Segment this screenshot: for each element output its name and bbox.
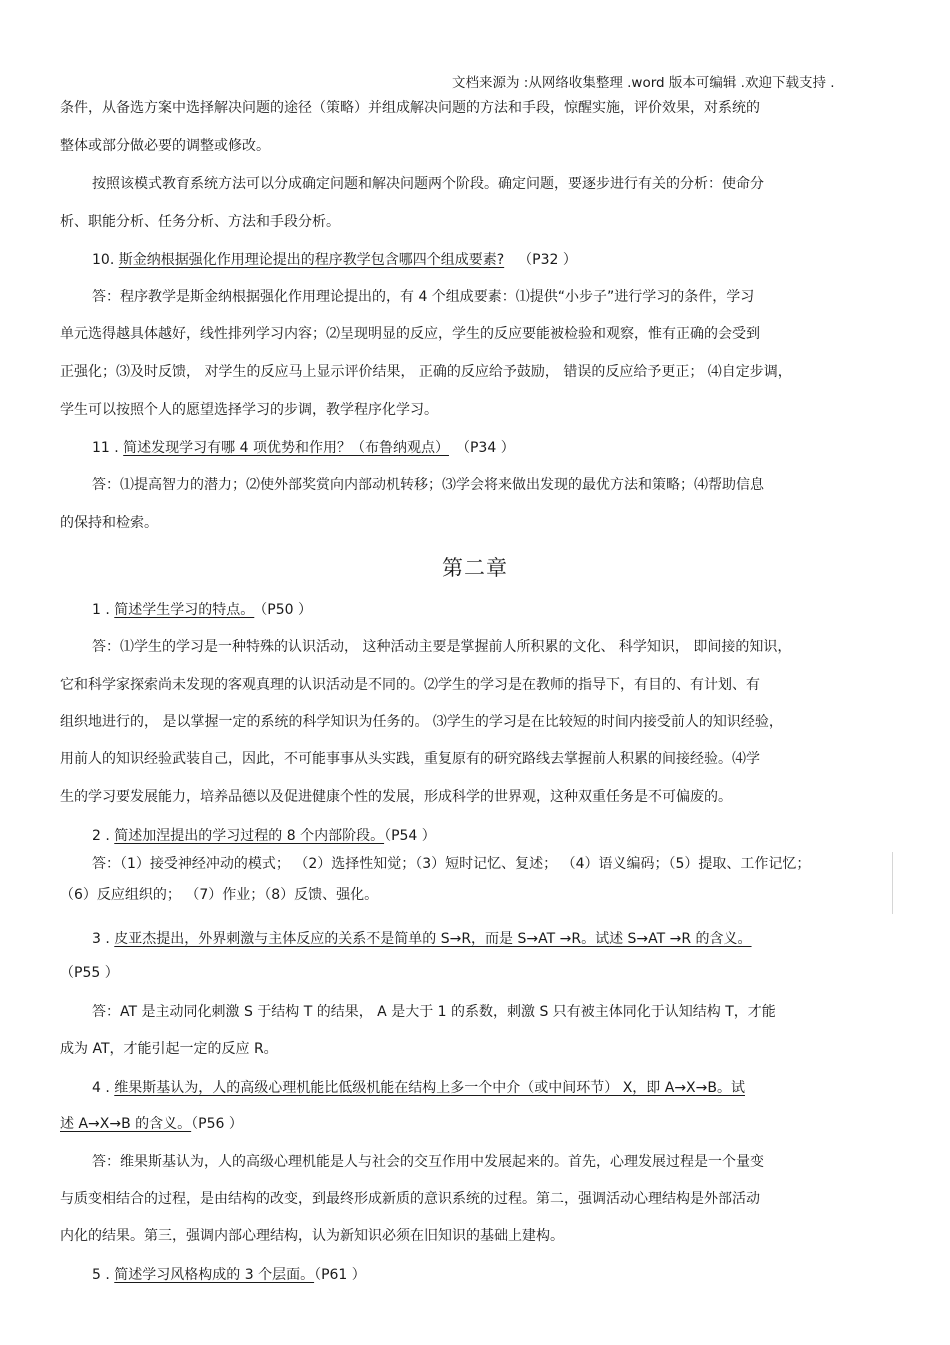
question-text: 维果斯基认为，人的高级心理机能比低级机能在结构上多一个中介（或中间环节） X，即 A→X→B。试 xyxy=(114,1080,745,1096)
question-c2-4 xyxy=(92,1079,745,1097)
answer-line: 答：⑴学生的学习是一种特殊的认识活动， 这种活动主要是掌握前人所积累的文化、 科学知识， 即间接的知识， xyxy=(92,639,792,655)
answer-line: 正强化；⑶及时反馈， 对学生的反应马上显示评价结果， 正确的反应给予鼓励， 错误的反应给予更正； ⑷自定步调， xyxy=(60,364,792,380)
question-number: 4 . xyxy=(92,1080,115,1096)
question-page: （P54 ） xyxy=(384,828,436,844)
question-text: 斯金纳根据强化作用理论提出的程序教学包含哪四个组成要素? xyxy=(118,252,505,268)
question-number: 10. xyxy=(92,252,119,268)
question-text: 简述学习风格构成的 3 个层面。 xyxy=(114,1267,315,1283)
answer-line: 答：程序教学是斯金纳根据强化作用理论提出的，有 4 个组成要素：⑴提供“小步子”进行学习的条件，学习 xyxy=(92,289,755,305)
question-page: （P50 ） xyxy=(260,602,312,618)
question-c2-1 xyxy=(92,601,312,619)
page-header: 文档来源为 :从网络收集整理 .word 版本可编辑 .欢迎下载支持 . xyxy=(452,75,835,91)
question-text: 简述学生学习的特点。 xyxy=(114,602,255,618)
question-c2-5 xyxy=(92,1266,366,1284)
paragraph-line: 按照该模式教育系统方法可以分成确定问题和解决问题两个阶段。确定问题，要逐步进行有关的分析：使命分 xyxy=(92,176,764,192)
question-text: 皮亚杰提出，外界刺激与主体反应的关系不是简单的 S→R，而是 S→AT →R。试述 S→AT →R 的含义。 xyxy=(114,931,752,947)
question-page: （P56 ） xyxy=(191,1116,243,1132)
question-11 xyxy=(92,439,515,457)
question-text: 述 A→X→B 的含义。 xyxy=(60,1116,192,1132)
question-number: 1 . xyxy=(92,602,115,618)
question-text: 简述发现学习有哪 4 项优势和作用？（布鲁纳观点） xyxy=(123,440,449,456)
answer-line: 与质变相结合的过程，是由结构的改变，到最终形成新质的意识系统的过程。第二，强调活动心理结构是外部活动 xyxy=(60,1191,760,1207)
answer-line: 答：⑴提高智力的潜力；⑵使外部奖赏向内部动机转移；⑶学会将来做出发现的最优方法和策略；⑷帮助信息 xyxy=(92,477,764,493)
chapter-title: 第二章 xyxy=(442,556,508,580)
question-c2-4-cont xyxy=(60,1115,243,1133)
answer-line: 学生可以按照个人的愿望选择学习的步调，教学程序化学习。 xyxy=(60,402,438,418)
question-number: 2 . xyxy=(92,828,115,844)
paragraph-line: 条件，从备选方案中选择解决问题的途径（策略）并组成解决问题的方法和手段，惊醒实施，评价效果，对系统的 xyxy=(60,100,760,116)
question-page: （P34 ） xyxy=(462,440,515,456)
question-10 xyxy=(92,251,577,269)
answer-line: 它和科学家探索尚未发现的客观真理的认识活动是不同的。⑵学生的学习是在教师的指导下，有目的、有计划、有 xyxy=(60,677,760,693)
paragraph-line: 析、职能分析、任务分析、方法和手段分析。 xyxy=(60,214,340,230)
answer-line: 内化的结果。第三，强调内部心理结构，认为新知识必须在旧知识的基础上建构。 xyxy=(60,1228,564,1244)
question-c2-2 xyxy=(92,827,436,845)
answer-line: 生的学习要发展能力，培养品德以及促进健康个性的发展，形成科学的世界观，这种双重任务是不可偏废的。 xyxy=(60,789,732,805)
answer-line: 单元选得越具体越好，线性排列学习内容；⑵呈现明显的反应，学生的反应要能被检验和观察，惟有正确的会受到 xyxy=(60,326,760,342)
question-page: （P61 ） xyxy=(314,1267,366,1283)
answer-line: 用前人的知识经验武装自己，因此，不可能事事从头实践，重复原有的研究路线去掌握前人积累的间接经验。⑷学 xyxy=(60,751,760,767)
question-page: （P55 ） xyxy=(60,965,119,981)
answer-line: （6）反应组织的； （7）作业；（8）反馈、强化。 xyxy=(60,887,379,903)
answer-line: 的保持和检索。 xyxy=(60,515,158,531)
answer-line: 答：维果斯基认为，人的高级心理机能是人与社会的交互作用中发展起来的。首先，心理发展过程是一个量变 xyxy=(92,1154,764,1170)
question-text: 简述加涅提出的学习过程的 8 个内部阶段。 xyxy=(114,828,385,844)
question-number: 5 . xyxy=(92,1267,115,1283)
answer-line: 答：AT 是主动同化刺激 S 于结构 T 的结果， A 是大于 1 的系数，刺激 S 只有被主体同化于认知结构 T，才能 xyxy=(92,1004,776,1020)
question-number: 3 . xyxy=(92,931,115,947)
question-page: （P32 ） xyxy=(518,252,577,268)
answer-line: 组织地进行的， 是以掌握一定的系统的科学知识为任务的。 ⑶学生的学习是在比较短的时间内接受前人的知识经验， xyxy=(60,714,783,730)
margin-rule xyxy=(892,852,893,914)
answer-line: 答：（1）接受神经冲动的模式； （2）选择性知觉；（3）短时记忆、复述； （4）语义编码；（5）提取、工作记忆； xyxy=(92,856,811,872)
paragraph-line: 整体或部分做必要的调整或修改。 xyxy=(60,138,270,154)
question-number: 11 . xyxy=(92,440,124,456)
answer-line: 成为 AT，才能引起一定的反应 R。 xyxy=(60,1041,278,1057)
question-c2-3 xyxy=(92,930,752,948)
